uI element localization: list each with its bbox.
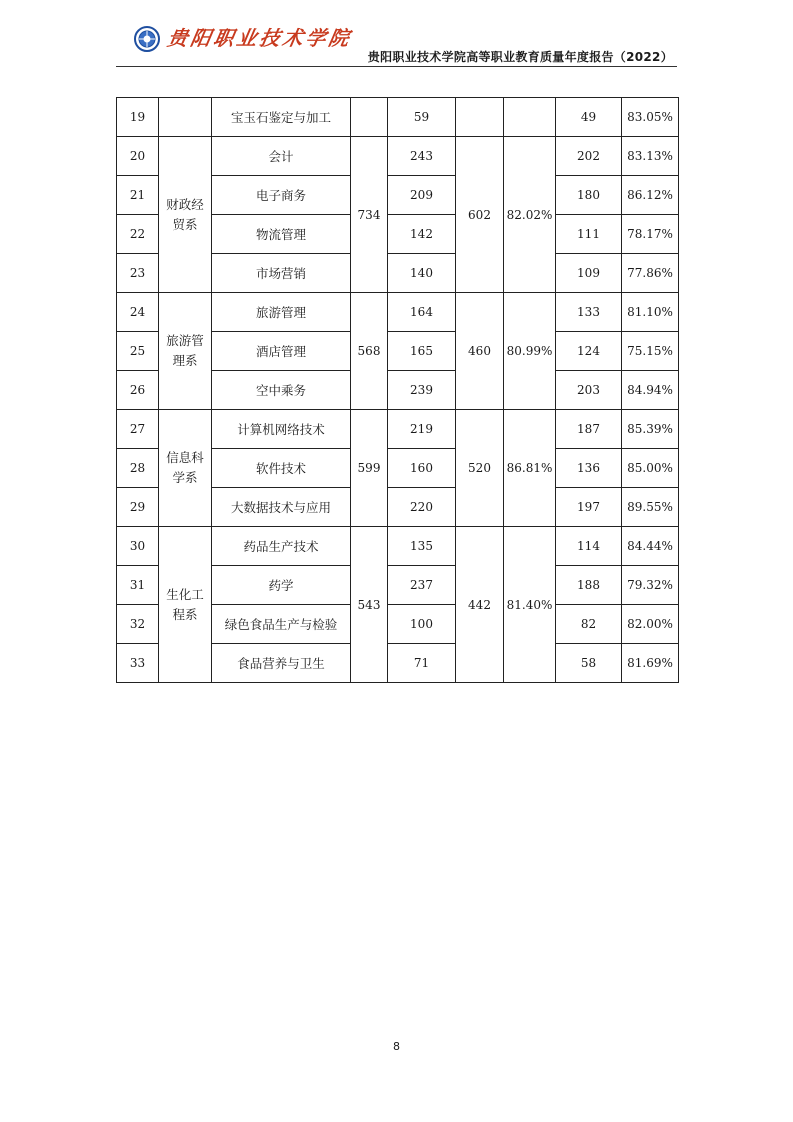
department-total: 568 xyxy=(351,293,388,410)
department-employed-total: 442 xyxy=(456,527,504,683)
row-number: 24 xyxy=(117,293,159,332)
major-employed: 111 xyxy=(556,215,622,254)
department-name: 生化工程系 xyxy=(159,527,212,683)
major-employed: 202 xyxy=(556,137,622,176)
department-name: 旅游管理系 xyxy=(159,293,212,410)
major-rate: 89.55% xyxy=(622,488,679,527)
major-rate: 81.10% xyxy=(622,293,679,332)
row-number: 33 xyxy=(117,644,159,683)
row-number: 19 xyxy=(117,98,159,137)
row-number: 20 xyxy=(117,137,159,176)
department-name: 信息科学系 xyxy=(159,410,212,527)
major-employed: 124 xyxy=(556,332,622,371)
major-name: 计算机网络技术 xyxy=(212,410,351,449)
department-employed-total: 520 xyxy=(456,410,504,527)
major-count: 140 xyxy=(388,254,456,293)
row-number: 30 xyxy=(117,527,159,566)
page-number: 8 xyxy=(393,1040,400,1053)
major-count: 142 xyxy=(388,215,456,254)
major-employed: 114 xyxy=(556,527,622,566)
major-name: 旅游管理 xyxy=(212,293,351,332)
major-count: 160 xyxy=(388,449,456,488)
department-total: 734 xyxy=(351,137,388,293)
department-rate: 81.40% xyxy=(504,527,556,683)
major-count: 59 xyxy=(388,98,456,137)
major-count: 100 xyxy=(388,605,456,644)
major-name: 宝玉石鉴定与加工 xyxy=(212,98,351,137)
major-employed: 136 xyxy=(556,449,622,488)
major-rate: 81.69% xyxy=(622,644,679,683)
major-rate: 79.32% xyxy=(622,566,679,605)
major-employed: 180 xyxy=(556,176,622,215)
row-number: 25 xyxy=(117,332,159,371)
department-name: 财政经贸系 xyxy=(159,137,212,293)
row-number: 23 xyxy=(117,254,159,293)
major-name: 绿色食品生产与检验 xyxy=(212,605,351,644)
row-number: 26 xyxy=(117,371,159,410)
school-name-logo: 贵阳职业技术学院 xyxy=(165,26,354,50)
major-name: 药学 xyxy=(212,566,351,605)
major-employed: 49 xyxy=(556,98,622,137)
major-name: 物流管理 xyxy=(212,215,351,254)
major-name: 药品生产技术 xyxy=(212,527,351,566)
row-number: 31 xyxy=(117,566,159,605)
department-rate: 86.81% xyxy=(504,410,556,527)
major-count: 243 xyxy=(388,137,456,176)
major-count: 164 xyxy=(388,293,456,332)
row-number: 22 xyxy=(117,215,159,254)
table-row xyxy=(117,410,679,449)
major-rate: 78.17% xyxy=(622,215,679,254)
major-count: 237 xyxy=(388,566,456,605)
table-row xyxy=(117,293,679,332)
department-total: 543 xyxy=(351,527,388,683)
major-name: 软件技术 xyxy=(212,449,351,488)
major-employed: 203 xyxy=(556,371,622,410)
row-number: 21 xyxy=(117,176,159,215)
row-number: 28 xyxy=(117,449,159,488)
table-row xyxy=(117,98,679,137)
major-rate: 75.15% xyxy=(622,332,679,371)
department-cell xyxy=(159,98,212,137)
department-employed-total: 460 xyxy=(456,293,504,410)
row-number: 32 xyxy=(117,605,159,644)
employment-table xyxy=(116,97,679,683)
major-count: 71 xyxy=(388,644,456,683)
major-rate: 83.13% xyxy=(622,137,679,176)
row-number: 29 xyxy=(117,488,159,527)
department-rate: 82.02% xyxy=(504,137,556,293)
major-name: 市场营销 xyxy=(212,254,351,293)
department-rate xyxy=(504,98,556,137)
major-employed: 58 xyxy=(556,644,622,683)
major-name: 大数据技术与应用 xyxy=(212,488,351,527)
header-divider xyxy=(116,66,677,67)
major-rate: 86.12% xyxy=(622,176,679,215)
report-title: 贵阳职业技术学院高等职业教育质量年度报告（2022） xyxy=(367,50,673,64)
department-employed-total xyxy=(456,98,504,137)
major-name: 会计 xyxy=(212,137,351,176)
table-row xyxy=(117,527,679,566)
major-employed: 82 xyxy=(556,605,622,644)
major-name: 食品营养与卫生 xyxy=(212,644,351,683)
major-employed: 187 xyxy=(556,410,622,449)
major-count: 239 xyxy=(388,371,456,410)
row-number: 27 xyxy=(117,410,159,449)
table-row xyxy=(117,137,679,176)
major-rate: 85.39% xyxy=(622,410,679,449)
department-total: 599 xyxy=(351,410,388,527)
major-employed: 133 xyxy=(556,293,622,332)
major-rate: 83.05% xyxy=(622,98,679,137)
major-employed: 109 xyxy=(556,254,622,293)
major-count: 220 xyxy=(388,488,456,527)
major-employed: 197 xyxy=(556,488,622,527)
major-count: 135 xyxy=(388,527,456,566)
department-total xyxy=(351,98,388,137)
major-name: 空中乘务 xyxy=(212,371,351,410)
major-rate: 82.00% xyxy=(622,605,679,644)
major-rate: 84.44% xyxy=(622,527,679,566)
major-employed: 188 xyxy=(556,566,622,605)
major-count: 209 xyxy=(388,176,456,215)
major-name: 电子商务 xyxy=(212,176,351,215)
major-rate: 84.94% xyxy=(622,371,679,410)
major-rate: 85.00% xyxy=(622,449,679,488)
department-employed-total: 602 xyxy=(456,137,504,293)
major-rate: 77.86% xyxy=(622,254,679,293)
major-count: 219 xyxy=(388,410,456,449)
school-emblem-icon xyxy=(134,26,168,52)
major-name: 酒店管理 xyxy=(212,332,351,371)
major-count: 165 xyxy=(388,332,456,371)
department-rate: 80.99% xyxy=(504,293,556,410)
